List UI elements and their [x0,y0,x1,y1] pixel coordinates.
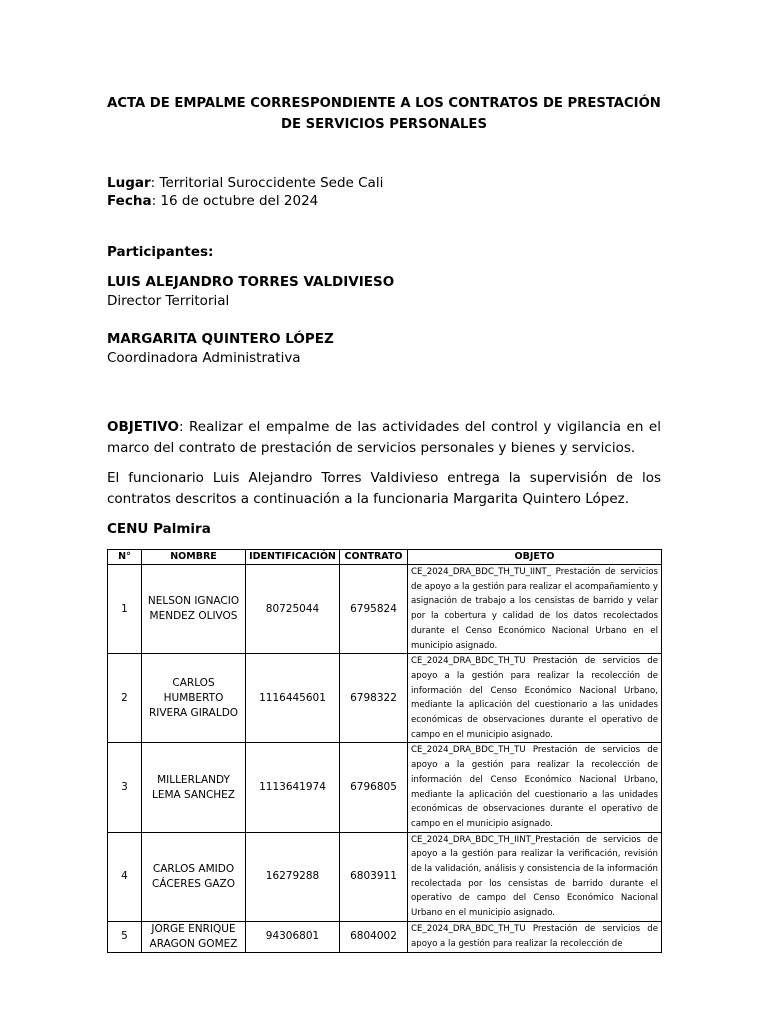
lugar-value: : Territorial Suroccidente Sede Cali [150,175,384,191]
cell-objeto: CE_2024_DRA_BDC_TH_TU Prestación de servicios de apoyo a la gestión para realizar la recolección de información del Censo Económico Nacional Urbano, mediante la aplicación del cuestionario a las unidades económicas de observaciones durante el operativo de campo en el municipio asignado. [408,743,662,832]
section-heading: CENU Palmira [107,521,211,537]
table-row [108,832,662,921]
document-title: ACTA DE EMPALME CORRESPONDIENTE A LOS CONTRATOS DE PRESTACIÓN DE SERVICIOS PERSONALES [107,96,661,132]
participantes-heading: Participantes: [107,244,214,260]
cell-n: 1 [108,565,142,654]
lugar-line [107,174,383,192]
cell-objeto: CE_2024_DRA_BDC_TH_TU Prestación de servicios de apoyo a la gestión para realizar la recolección de [408,921,662,952]
cell-contrato: 6795824 [340,565,408,654]
table-header-row [108,550,662,565]
cell-n: 3 [108,743,142,832]
lugar-label: Lugar [107,175,151,191]
cell-identificacion: 1113641974 [246,743,340,832]
header-objeto: OBJETO [408,550,662,565]
cell-nombre: CARLOS AMIDO CÁCERES GAZO [142,832,246,921]
objetivo-label: OBJETIVO [107,419,179,435]
objetivo-text: : Realizar el empalme de las actividades del control y vigilancia en el marco del contrato de prestación de servicios personales y bienes y servicios. [107,419,661,456]
header-contrato: CONTRATO [340,550,408,565]
cell-identificacion: 16279288 [246,832,340,921]
cell-objeto: CE_2024_DRA_BDC_TH_IINT_Prestación de servicios de apoyo a la gestión para realizar la verificación, revisión de la validación, análisis y consistencia de la información recolectada por los censistas de barrido durante el operativo de campo del Censo Económico Nacional Urbano en el municipio asignado. [408,832,662,921]
cell-contrato: 6803911 [340,832,408,921]
cell-nombre: MILLERLANDY LEMA SANCHEZ [142,743,246,832]
participant-role: Coordinadora Administrativa [107,350,301,366]
cell-contrato: 6804002 [340,921,408,952]
table-row [108,921,662,952]
header-nombre: NOMBRE [142,550,246,565]
cell-objeto: CE_2024_DRA_BDC_TH_TU Prestación de servicios de apoyo a la gestión para realizar la recolección de información del Censo Económico Nacional Urbano, mediante la aplicación del cuestionario a las unidades económicas de observaciones durante el operativo de campo en el municipio asignado. [408,654,662,743]
cell-identificacion: 94306801 [246,921,340,952]
cell-n: 5 [108,921,142,952]
cell-n: 2 [108,654,142,743]
cell-contrato: 6796805 [340,743,408,832]
table-row [108,654,662,743]
cell-objeto: CE_2024_DRA_BDC_TH_TU_IINT_ Prestación de servicios de apoyo a la gestión para realizar el acompañamiento y asignación de trabajo a los censistas de barrido y velar por la cobertura y calidad de los datos recolectados durante el Censo Económico Nacional Urbano en el municipio asignado. [408,565,662,654]
fecha-label: Fecha [107,193,152,209]
header-n: N° [108,550,142,565]
cell-identificacion: 80725044 [246,565,340,654]
cell-nombre: JORGE ENRIQUE ARAGON GOMEZ [142,921,246,952]
cell-contrato: 6798322 [340,654,408,743]
fecha-value: : 16 de octubre del 2024 [151,193,319,209]
cell-n: 4 [108,832,142,921]
transfer-paragraph: El funcionario Luis Alejandro Torres Valdivieso entrega la supervisión de los contratos descritos a continuación a la funcionaria Margarita Quintero López. [107,470,661,507]
cell-nombre: CARLOS HUMBERTO RIVERA GIRALDO [142,654,246,743]
fecha-line [107,192,318,210]
header-identificacion: IDENTIFICACIÓN [246,550,340,565]
participant-name: MARGARITA QUINTERO LÓPEZ [107,331,334,347]
contracts-table [107,549,662,953]
participant-role: Director Territorial [107,293,230,309]
table-row [108,565,662,654]
cell-identificacion: 1116445601 [246,654,340,743]
cell-nombre: NELSON IGNACIO MENDEZ OLIVOS [142,565,246,654]
objetivo-paragraph [107,417,661,459]
participant-name: LUIS ALEJANDRO TORRES VALDIVIESO [107,274,395,290]
table-row [108,743,662,832]
